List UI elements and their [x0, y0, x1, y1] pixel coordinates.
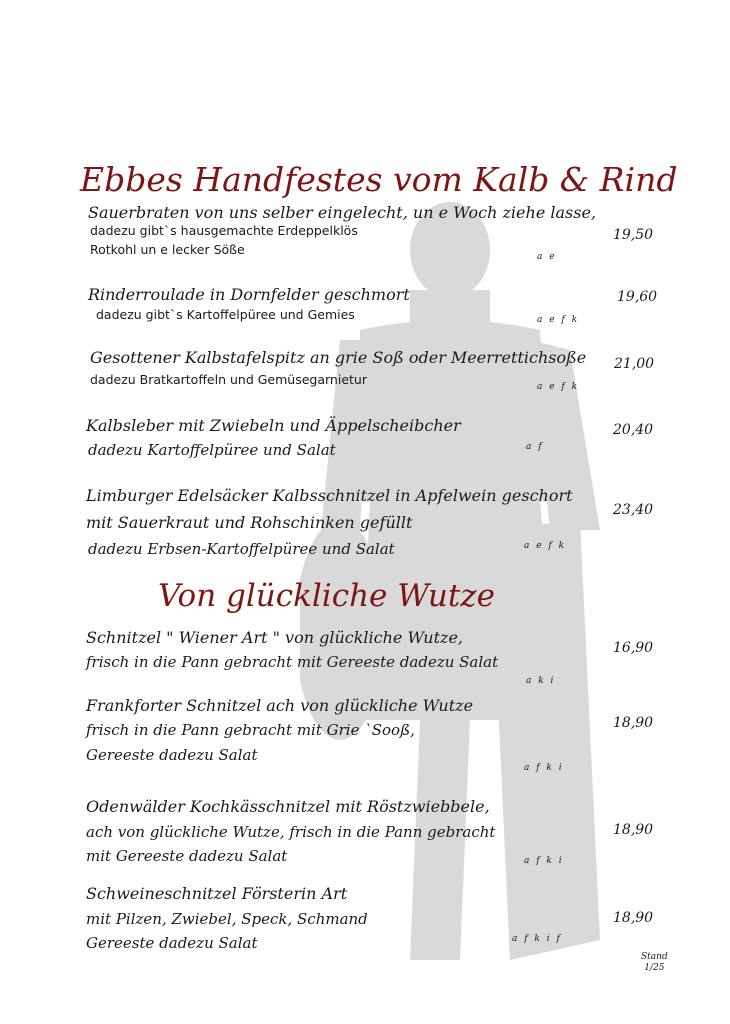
- allergen-codes: a f k i: [524, 763, 564, 773]
- dish-price: 20,40: [613, 422, 654, 438]
- dish-description: mit Pilzen, Zwiebel, Speck, Schmand: [86, 910, 368, 928]
- dish-price: 18,90: [613, 910, 654, 926]
- stand-note: [641, 952, 668, 974]
- dish-description: dadezu gibt`s Kartoffelpüree und Gemies: [96, 307, 355, 322]
- allergen-codes: a e: [537, 252, 557, 262]
- dish-price: 23,40: [613, 502, 654, 518]
- dish-description: mit Gereeste dadezu Salat: [86, 847, 288, 865]
- dish-description: frisch in die Pann gebracht mit Gereeste dadezu Salat: [86, 653, 499, 671]
- dish-price: 18,90: [613, 822, 654, 838]
- dish-title: Schweineschnitzel Försterin Art: [86, 884, 348, 903]
- dish-description: dadezu Kartoffelpüree und Salat: [88, 441, 336, 459]
- allergen-codes: a f k i f: [512, 934, 562, 944]
- dish-title: Frankforter Schnitzel ach von glückliche Wutze: [86, 696, 474, 715]
- dish-price: 21,00: [614, 356, 655, 372]
- allergen-codes: a k i: [526, 676, 556, 686]
- allergen-codes: a f: [526, 442, 544, 452]
- dish-title: Kalbsleber mit Zwiebeln und Äppelscheibcher: [86, 416, 461, 435]
- dish-title: Rinderroulade in Dornfelder geschmort: [88, 285, 410, 304]
- allergen-codes: a e f k: [537, 315, 580, 325]
- allergen-codes: a e f k: [537, 382, 580, 392]
- dish-description: mit Sauerkraut und Rohschinken gefüllt: [86, 513, 413, 532]
- dish-title: Limburger Edelsäcker Kalbsschnitzel in Apfelwein geschort: [86, 486, 573, 505]
- allergen-codes: a e f k: [524, 541, 567, 551]
- dish-description: frisch in die Pann gebracht mit Grie `Sooß,: [86, 721, 415, 739]
- allergen-codes: a f k i: [524, 856, 564, 866]
- dish-description: Gereeste dadezu Salat: [86, 934, 258, 952]
- dish-title: Sauerbraten von uns selber eingelecht, un e Woch ziehe lasse,: [88, 203, 597, 222]
- dish-price: 16,90: [613, 640, 654, 656]
- dish-description: Gereeste dadezu Salat: [86, 746, 258, 764]
- dish-price: 18,90: [613, 715, 654, 731]
- section-title-wutze: Von glückliche Wutze: [158, 578, 495, 614]
- dish-title: Schnitzel " Wiener Art " von glückliche Wutze,: [86, 628, 463, 647]
- stand-date: 1/25: [644, 963, 665, 973]
- stand-label: Stand: [641, 952, 668, 962]
- dish-description: Rotkohl un e lecker Söße: [90, 242, 245, 257]
- dish-title: Odenwälder Kochkässchnitzel mit Röstzwiebbele,: [86, 797, 490, 816]
- dish-price: 19,50: [613, 227, 654, 243]
- dish-price: 19,60: [617, 289, 658, 305]
- dish-description: dadezu Erbsen-Kartoffelpüree und Salat: [88, 540, 395, 558]
- dish-description: ach von glückliche Wutze, frisch in die Pann gebracht: [86, 823, 496, 841]
- dish-description: dadezu Bratkartoffeln und Gemüsegarnietur: [90, 372, 367, 387]
- section-title-kalb-rind: Ebbes Handfestes vom Kalb & Rind: [80, 160, 678, 199]
- dish-title: Gesottener Kalbstafelspitz an grie Soß oder Meerrettichsoße: [90, 348, 587, 367]
- dish-description: dadezu gibt`s hausgemachte Erdeppelklös: [90, 223, 358, 238]
